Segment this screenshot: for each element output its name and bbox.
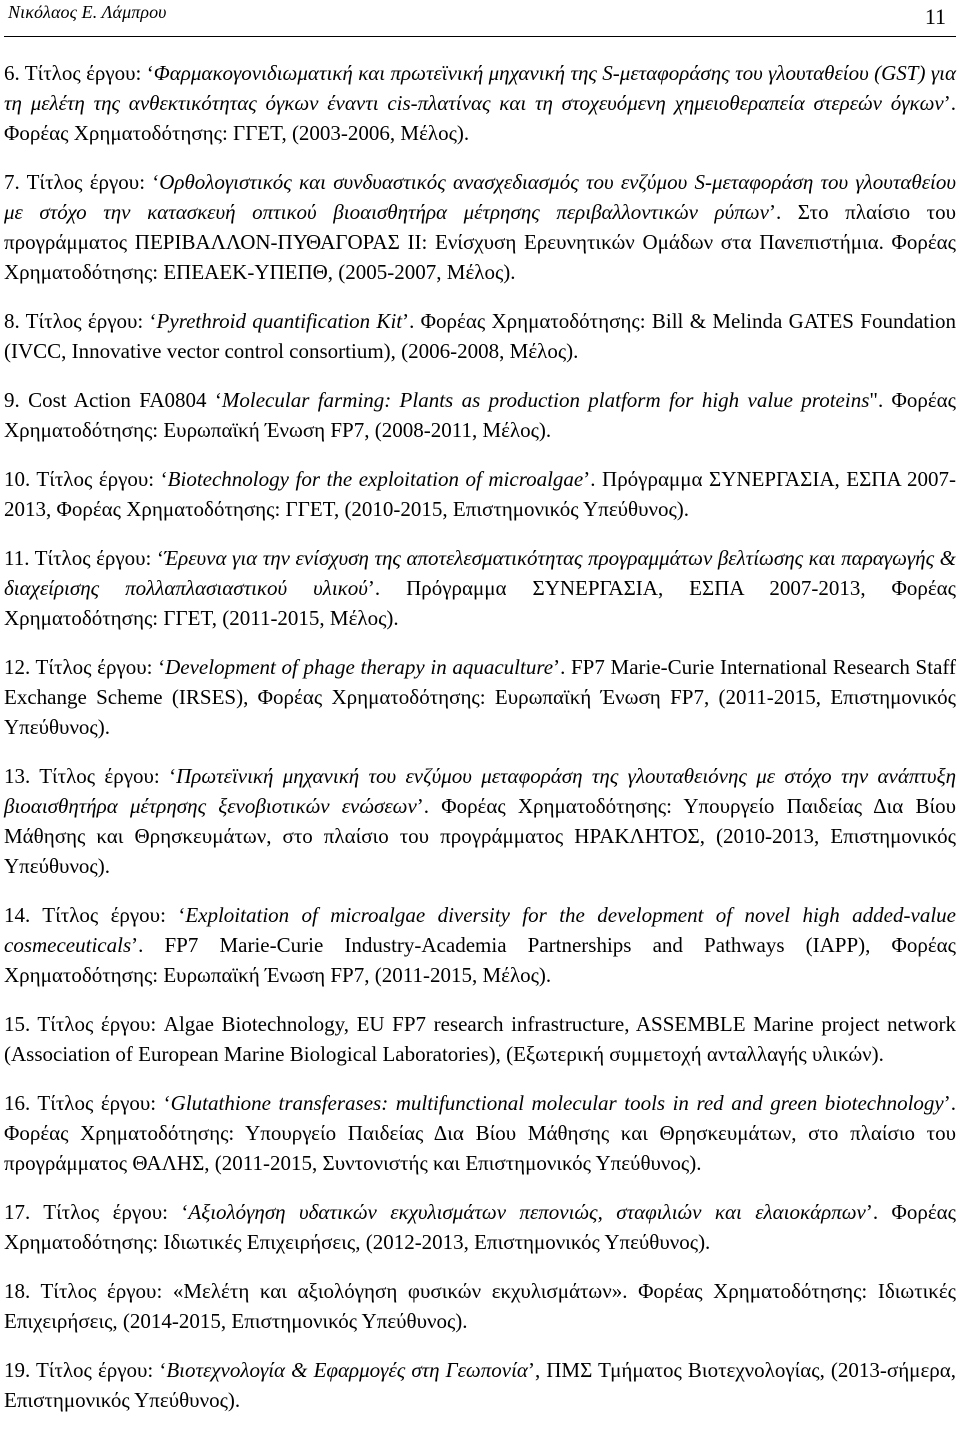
project-title: Έρευνα για την ενίσχυση της αποτελεσματικότητας προγραμμάτων βελτίωσης και παραγωγής & διαχείρισης πολλαπλασιαστικού υλικού <box>4 546 956 600</box>
project-item-details: . Φορέας Χρηματοδότησης: Ιδιωτικές Επιχειρήσεις, (2012-2013, Επιστημονικός Υπεύθυνος). <box>4 1200 956 1254</box>
project-item-10: 10. Τίτλος έργου: ‘Biotechnology for the exploitation of microalgae’. Πρόγραμμα ΣΥΝΕΡΓΑΣΙΑ, ΕΣΠΑ 2007-2013, Φορέας Χρηματοδότησης: ΓΓΕΤ, (2010-2015, Επιστημονικός Υπεύθυνος). <box>4 467 956 521</box>
project-item-details: . Πρόγραμμα ΣΥΝΕΡΓΑΣΙΑ, ΕΣΠΑ 2007-2013, Φορέας Χρηματοδότησης: ΓΓΕΤ, (2011-2015, Μέλος). <box>4 576 957 630</box>
project-item-13: 13. Τίτλος έργου: ‘Πρωτεϊνική μηχανική του ενζύμου μεταφοράση της γλουταθειόνης με στόχο την ανάπτυξη βιοαισθητήρα μέτρησης ξενοβιοτικών ενώσεων’. Φορέας Χρηματοδότησης: Υπουργείο Παιδείας Δια Βίου Μάθησης και Θρησκευμάτων, στο πλαίσιο του προγράμματος ΗΡΑΚΛΗΤΟΣ, (2010-2013, Επιστημονικός Υπεύθυνος). <box>4 764 957 878</box>
header-divider <box>4 36 956 37</box>
project-item-prefix: 19. Τίτλος έργου: <box>4 1358 160 1382</box>
project-title: Glutathione transferases: multifunctional molecular tools in red and green biotechnology <box>170 1091 944 1115</box>
project-item-details: . Φορέας Χρηματοδότησης: ΓΓΕΤ, (2003-2006, Μέλος). <box>4 91 956 145</box>
project-list <box>4 58 956 1434</box>
project-item-details: . Πρόγραμμα ΣΥΝΕΡΓΑΣΙΑ, ΕΣΠΑ 2007-2013, Φορέας Χρηματοδότησης: ΓΓΕΤ, (2010-2015, Επιστημονικός Υπεύθυνος). <box>4 467 956 521</box>
project-item-details: . FP7 Marie-Curie Industry-Academia Partnerships and Pathways (IAPP), Φορέας Χρηματοδότησης: Ευρωπαϊκή Ένωση FP7, (2011-2015, Μέλος). <box>4 933 956 987</box>
project-title: Biotechnology for the exploitation of microalgae <box>167 467 584 491</box>
project-item-details: . Στο πλαίσιο του προγράμματος ΠΕΡΙΒΑΛΛΟΝ-ΠΥΘΑΓΟΡΑΣ ΙΙ: Ενίσχυση Ερευνητικών Ομάδων στα Πανεπιστήμια. Φορέας Χρηματοδότησης: ΕΠΕΑΕΚ-ΥΠΕΠΘ, (2005-2007, Μέλος). <box>4 200 957 284</box>
project-item-prefix: 8. Τίτλος έργου: <box>4 309 150 333</box>
project-item-prefix: 12. Τίτλος έργου: <box>4 655 159 679</box>
project-title: Development of phage therapy in aquaculture <box>165 655 554 679</box>
project-title: Ορθολογιστικός και συνδυαστικός ανασχεδιασμός του ενζύμου S-μεταφοράση του γλουταθείου με στόχο την κατασκευή οπτικού βιοαισθητήρα μέτρησης περιβαλλοντικών ρύπων <box>4 170 956 224</box>
project-item-6: 6. Τίτλος έργου: ‘Φαρμακογονιδιωματική και πρωτεϊνική μηχανική της S-μεταφοράσης του γλουταθείου (GST) για τη μελέτη της ανθεκτικότητας όγκων έναντι cis-πλατίνας και τη στοχευόμενη χημειοθεραπεία στερεών όγκων’. Φορέας Χρηματοδότησης: ΓΓΕΤ, (2003-2006, Μέλος). <box>4 61 956 145</box>
project-item-text: 18. Τίτλος έργου: «Μελέτη και αξιολόγηση φυσικών εκχυλισμάτων». Φορέας Χρηματοδότησης: Ιδιωτικές Επιχειρήσεις, (2014-2015, Επιστημονικός Υπεύθυνος). <box>4 1279 956 1333</box>
project-item-15 <box>4 1009 956 1069</box>
project-title: Αξιολόγηση υδατικών εκχυλισμάτων πεπονιώς, σταφιλιών και ελαιοκάρπων <box>188 1200 866 1224</box>
project-item-details: . Φορέας Χρηματοδότησης: Υπουργείο Παιδείας Δια Βίου Μάθησης και Θρησκευμάτων, στο πλαίσιο του προγράμματος ΗΡΑΚΛΗΤΟΣ, (2010-2013, Επιστημονικός Υπεύθυνος). <box>4 794 957 878</box>
project-item-details: . FP7 Marie-Curie International Research Staff Exchange Scheme (IRSES), Φορέας Χρηματοδότησης: Ευρωπαϊκή Ένωση FP7, (2011-2015, Επιστημονικός Υπεύθυνος). <box>4 655 956 739</box>
project-item-prefix: 14. Τίτλος έργου: <box>4 903 179 927</box>
project-item-16: 16. Τίτλος έργου: ‘Glutathione transferases: multifunctional molecular tools in red and green biotechnology’. Φορέας Χρηματοδότησης: Υπουργείο Παιδείας Δια Βίου Μάθησης και Θρησκευμάτων, στο πλαίσιο του προγράμματος ΘΑΛΗΣ, (2011-2015, Συντονιστής και Επιστημονικός Υπεύθυνος). <box>4 1091 956 1175</box>
project-item-11: 11. Τίτλος έργου: ‘Έρευνα για την ενίσχυση της αποτελεσματικότητας προγραμμάτων βελτίωσης και παραγωγής & διαχείρισης πολλαπλασιαστικού υλικού’. Πρόγραμμα ΣΥΝΕΡΓΑΣΙΑ, ΕΣΠΑ 2007-2013, Φορέας Χρηματοδότησης: ΓΓΕΤ, (2011-2015, Μέλος). <box>4 546 957 630</box>
project-item-details: . Φορέας Χρηματοδότησης: Υπουργείο Παιδείας Δια Βίου Μάθησης και Θρησκευμάτων, στο πλαίσιο του προγράμματος ΘΑΛΗΣ, (2011-2015, Συντονιστής και Επιστημονικός Υπεύθυνος). <box>4 1091 956 1175</box>
project-item-prefix: 11. Τίτλος έργου: <box>4 546 157 570</box>
project-title: Molecular farming: Plants as production platform for high value proteins <box>221 388 870 412</box>
project-title: Exploitation of microalgae diversity for the development of novel high added-value cosmeceuticals <box>4 903 956 957</box>
project-item-details: , ΠΜΣ Τμήματος Βιοτεχνολογίας, (2013-σήμερα, Επιστημονικός Υπεύθυνος). <box>4 1358 956 1412</box>
page-number: 11 <box>924 4 946 29</box>
header-author: Νικόλαος Ε. Λάμπρου <box>8 2 167 22</box>
project-title: Pyrethroid quantification Kit <box>156 309 403 333</box>
project-item-19: 19. Τίτλος έργου: ‘Βιοτεχνολογία & Εφαρμογές στη Γεωπονία’, ΠΜΣ Τμήματος Βιοτεχνολογίας, (2013-σήμερα, Επιστημονικός Υπεύθυνος). <box>4 1358 956 1412</box>
project-item-text: 15. Τίτλος έργου: Algae Biotechnology, EU FP7 research infrastructure, ASSEMBLE Marine project network (Association of European Marine Biological Laboratories), (Εξωτερική συμμετοχή ανταλλαγής υλικών). <box>4 1012 956 1066</box>
project-item-prefix: 7. Τίτλος έργου: <box>4 170 153 194</box>
project-title: Φαρμακογονιδιωματική και πρωτεϊνική μηχανική της S-μεταφοράσης του γλουταθείου (GST) για τη μελέτη της ανθεκτικότητας όγκων έναντι cis-πλατίνας και τη στοχευόμενη χημειοθεραπεία στερεών όγκων <box>4 61 956 115</box>
page-header <box>4 0 956 36</box>
project-item-7: 7. Τίτλος έργου: ‘Ορθολογιστικός και συνδυαστικός ανασχεδιασμός του ενζύμου S-μεταφοράση του γλουταθείου με στόχο την κατασκευή οπτικού βιοαισθητήρα μέτρησης περιβαλλοντικών ρύπων’. Στο πλαίσιο του προγράμματος ΠΕΡΙΒΑΛΛΟΝ-ΠΥΘΑΓΟΡΑΣ ΙΙ: Ενίσχυση Ερευνητικών Ομάδων στα Πανεπιστήμια. Φορέας Χρηματοδότησης: ΕΠΕΑΕΚ-ΥΠΕΠΘ, (2005-2007, Μέλος). <box>4 170 957 284</box>
project-item-14: 14. Τίτλος έργου: ‘Exploitation of microalgae diversity for the development of novel high added-value cosmeceuticals’. FP7 Marie-Curie Industry-Academia Partnerships and Pathways (IAPP), Φορέας Χρηματοδότησης: Ευρωπαϊκή Ένωση FP7, (2011-2015, Μέλος). <box>4 903 956 987</box>
project-item-prefix: 16. Τίτλος έργου: <box>4 1091 164 1115</box>
project-item-8: 8. Τίτλος έργου: ‘Pyrethroid quantification Kit’. Φορέας Χρηματοδότησης: Bill & Melinda GATES Foundation (IVCC, Innovative vector control consortium), (2006-2008, Μέλος). <box>4 309 956 363</box>
project-item-12: 12. Τίτλος έργου: ‘Development of phage therapy in aquaculture’. FP7 Marie-Curie International Research Staff Exchange Scheme (IRSES), Φορέας Χρηματοδότησης: Ευρωπαϊκή Ένωση FP7, (2011-2015, Επιστημονικός Υπεύθυνος). <box>4 655 956 739</box>
project-item-prefix: 17. Τίτλος έργου: <box>4 1200 182 1224</box>
project-item-prefix: 10. Τίτλος έργου: <box>4 467 161 491</box>
project-item-9: 9. Cost Action FA0804 ‘Molecular farming: Plants as production platform for high value proteins". Φορέας Χρηματοδότησης: Ευρωπαϊκή Ένωση FP7, (2008-2011, Μέλος). <box>4 388 957 442</box>
project-title: Βιοτεχνολογία & Εφαρμογές στη Γεωπονία <box>166 1358 528 1382</box>
project-item-prefix: 6. Τίτλος έργου: <box>4 61 147 85</box>
project-item-prefix: 13. Τίτλος έργου: <box>4 764 170 788</box>
project-item-details: . Φορέας Χρηματοδότησης: Bill & Melinda GATES Foundation (IVCC, Innovative vector control consortium), (2006-2008, Μέλος). <box>4 309 956 363</box>
project-item-details: ". Φορέας Χρηματοδότησης: Ευρωπαϊκή Ένωση FP7, (2008-2011, Μέλος). <box>4 388 957 442</box>
project-item-prefix: 9. Cost Action FA0804 <box>4 388 215 412</box>
project-title: Πρωτεϊνική μηχανική του ενζύμου μεταφοράση της γλουταθειόνης με στόχο την ανάπτυξη βιοαισθητήρα μέτρησης ξενοβιοτικών ενώσεων <box>4 764 956 818</box>
project-item-18 <box>4 1276 956 1336</box>
project-item-17: 17. Τίτλος έργου: ‘Αξιολόγηση υδατικών εκχυλισμάτων πεπονιώς, σταφιλιών και ελαιοκάρπων’. Φορέας Χρηματοδότησης: Ιδιωτικές Επιχειρήσεις, (2012-2013, Επιστημονικός Υπεύθυνος). <box>4 1200 956 1254</box>
